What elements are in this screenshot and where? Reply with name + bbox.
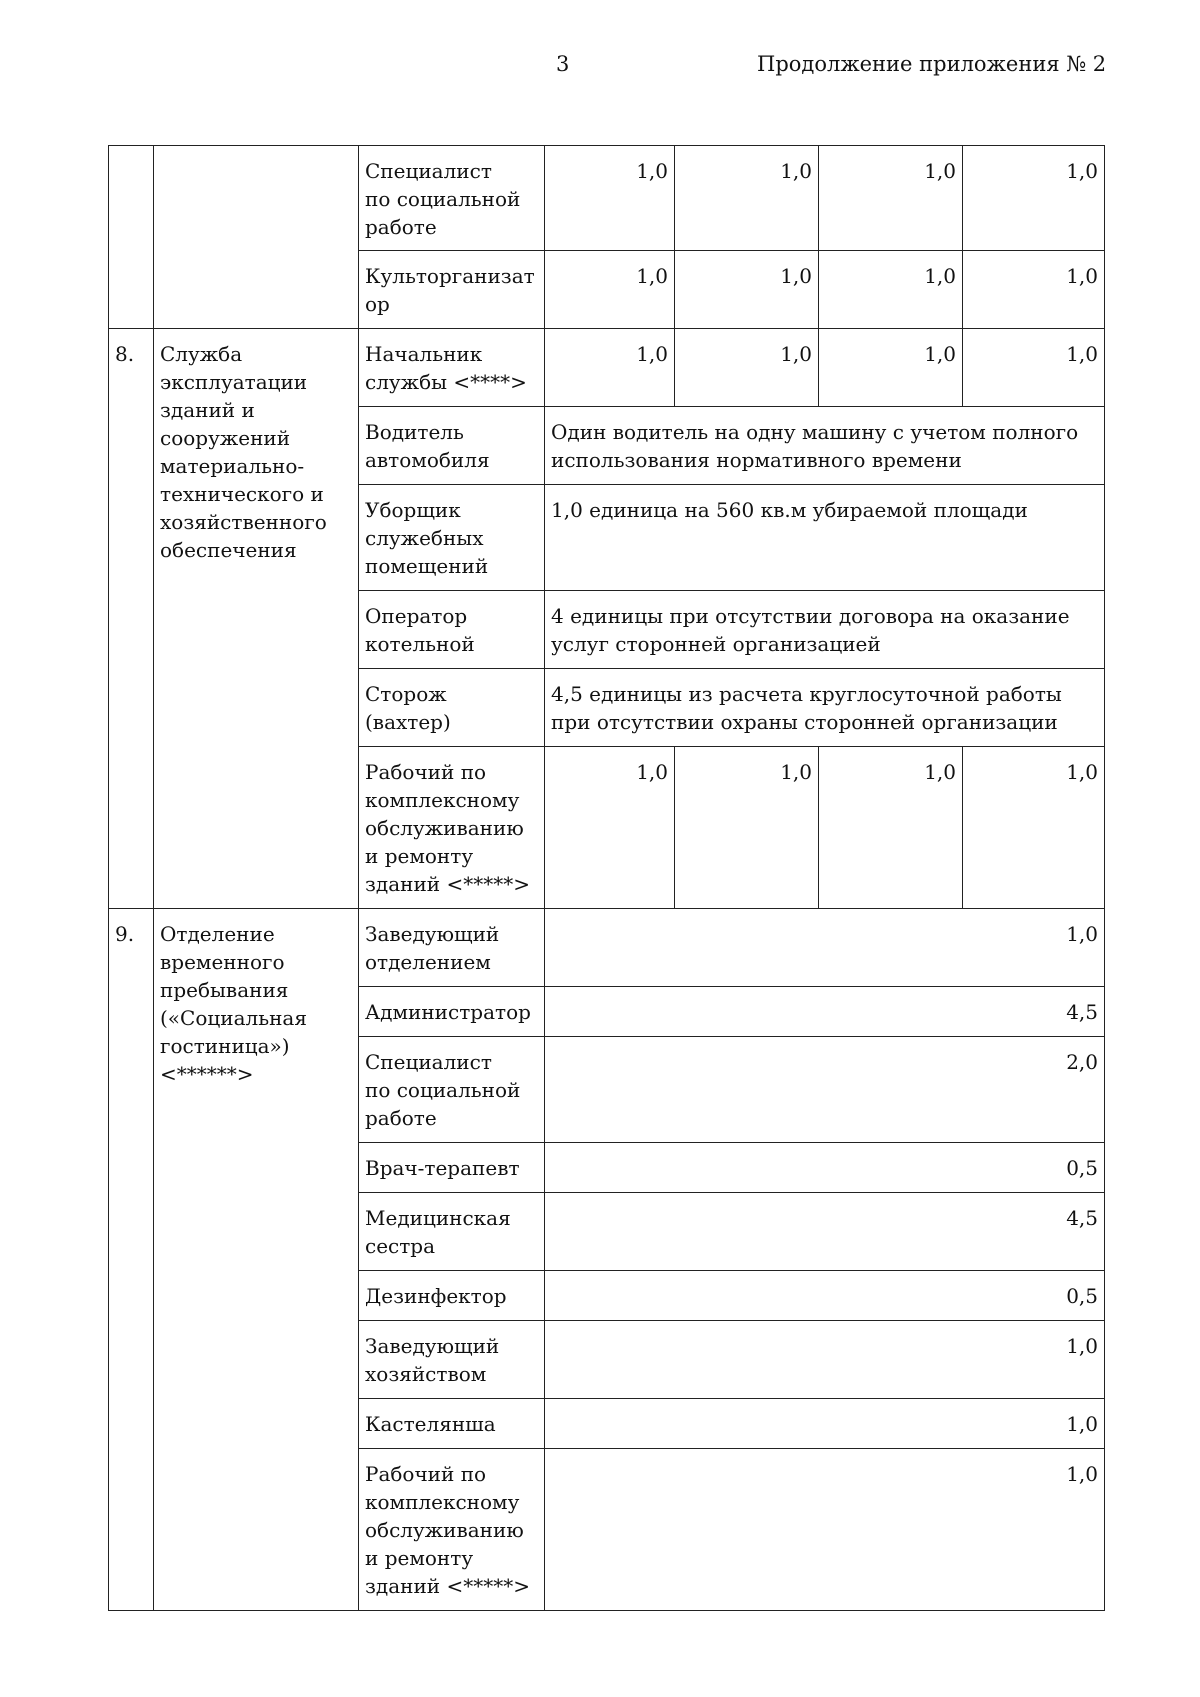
staffing-table	[108, 145, 1105, 1611]
position-cell: Заведующий отделением	[359, 909, 545, 987]
value-cell: 1,0	[819, 251, 963, 329]
value-cell: 4,5	[545, 1193, 1105, 1271]
position-cell: Начальник службы <****>	[359, 329, 545, 407]
position-cell: Сторож (вахтер)	[359, 669, 545, 747]
department-cell: Отделение временного пребывания («Социальная гостиница») <******>	[154, 909, 359, 1611]
value-cell: 1,0	[545, 909, 1105, 987]
table-row	[109, 909, 1105, 987]
value-cell: 1,0	[963, 747, 1105, 909]
value-cell: 1,0	[545, 1399, 1105, 1449]
value-cell: 1,0	[675, 251, 819, 329]
row-number-cell	[109, 146, 154, 329]
value-cell: 1,0	[819, 146, 963, 251]
position-cell: Кастелянша	[359, 1399, 545, 1449]
page-header	[0, 52, 1200, 82]
position-cell: Уборщик служебных помещений	[359, 485, 545, 591]
position-cell: Рабочий по комплексному обслуживанию и ремонту зданий <*****>	[359, 747, 545, 909]
department-cell: Служба эксплуатации зданий и сооружений материально- технического и хозяйственного обеспечения	[154, 329, 359, 909]
position-cell: Культорганизат ор	[359, 251, 545, 329]
note-cell: 1,0 единица на 560 кв.м убираемой площади	[545, 485, 1105, 591]
position-cell: Администратор	[359, 987, 545, 1037]
appendix-label: Продолжение приложения № 2	[757, 52, 1107, 76]
value-cell: 0,5	[545, 1271, 1105, 1321]
page-number: 3	[556, 52, 570, 76]
value-cell: 1,0	[545, 747, 675, 909]
position-cell: Заведующий хозяйством	[359, 1321, 545, 1399]
table-row	[109, 146, 1105, 251]
value-cell: 1,0	[675, 146, 819, 251]
value-cell: 1,0	[545, 329, 675, 407]
value-cell: 1,0	[545, 146, 675, 251]
value-cell: 1,0	[545, 1321, 1105, 1399]
value-cell: 1,0	[545, 1449, 1105, 1611]
position-cell: Оператор котельной	[359, 591, 545, 669]
position-cell: Специалист по социальной работе	[359, 146, 545, 251]
position-cell: Медицинская сестра	[359, 1193, 545, 1271]
position-cell: Дезинфектор	[359, 1271, 545, 1321]
value-cell: 1,0	[963, 329, 1105, 407]
value-cell: 4,5	[545, 987, 1105, 1037]
department-cell	[154, 146, 359, 329]
value-cell: 1,0	[675, 747, 819, 909]
value-cell: 2,0	[545, 1037, 1105, 1143]
note-cell: 4,5 единицы из расчета круглосуточной работы при отсутствии охраны сторонней организации	[545, 669, 1105, 747]
table-row	[109, 329, 1105, 407]
value-cell: 1,0	[963, 251, 1105, 329]
value-cell: 1,0	[819, 747, 963, 909]
row-number-cell: 8.	[109, 329, 154, 909]
position-cell: Водитель автомобиля	[359, 407, 545, 485]
note-cell: Один водитель на одну машину с учетом полного использования нормативного времени	[545, 407, 1105, 485]
position-cell: Специалист по социальной работе	[359, 1037, 545, 1143]
value-cell: 1,0	[819, 329, 963, 407]
value-cell: 1,0	[675, 329, 819, 407]
position-cell: Рабочий по комплексному обслуживанию и ремонту зданий <*****>	[359, 1449, 545, 1611]
value-cell: 1,0	[545, 251, 675, 329]
position-cell: Врач-терапевт	[359, 1143, 545, 1193]
row-number-cell: 9.	[109, 909, 154, 1611]
value-cell: 0,5	[545, 1143, 1105, 1193]
value-cell: 1,0	[963, 146, 1105, 251]
note-cell: 4 единицы при отсутствии договора на оказание услуг сторонней организацией	[545, 591, 1105, 669]
